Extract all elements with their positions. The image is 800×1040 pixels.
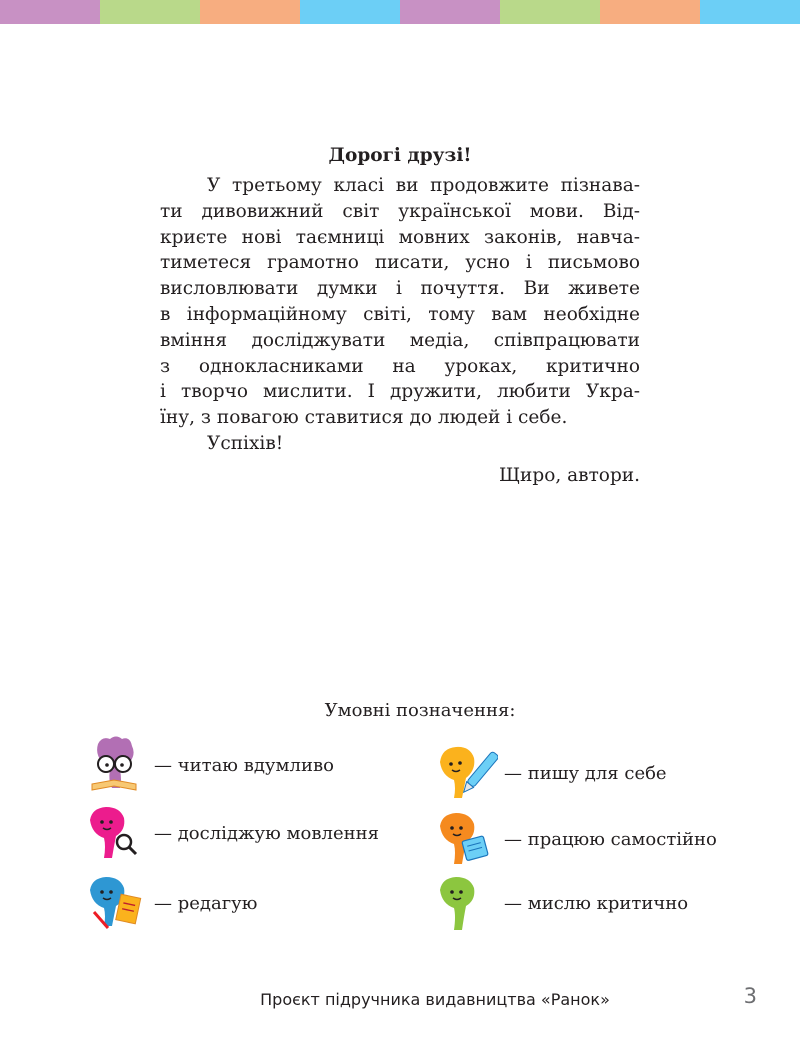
legend-label: — пишу для себе	[504, 762, 667, 784]
strip-segment-3	[200, 0, 300, 24]
letter-line: в інформаційному світі, тому вам необхідне	[160, 303, 640, 325]
letter-signature: Щиро, автори.	[498, 464, 640, 486]
letter-greeting: Дорогі друзі!	[328, 145, 472, 166]
strip-segment-5	[400, 0, 500, 24]
reading-character-icon	[86, 734, 148, 796]
legend-label: — працюю самостійно	[504, 828, 717, 850]
legend-label: — досліджую мовлення	[154, 822, 379, 844]
legend-item-critical	[436, 872, 688, 934]
legend-item-editing	[86, 872, 257, 934]
strip-segment-6	[500, 0, 600, 24]
letter-line: У третьому класі ви продовжите пізнава-	[207, 175, 640, 196]
letter-line: з однокласниками на уроках, критично	[160, 355, 640, 377]
footer-publisher-note: Проєкт підручника видавництва «Ранок»	[260, 990, 610, 1009]
letter-line: тиметеся грамотно писати, усно і письмово	[160, 252, 640, 274]
letter-wish: Успіхів!	[207, 432, 284, 454]
critical-thinking-character-icon	[436, 872, 498, 934]
strip-segment-4	[300, 0, 400, 24]
letter-line: криєте нові таємниці мовних законів, навча-	[160, 226, 640, 248]
independent-work-character-icon	[436, 808, 498, 870]
legend-item-independent	[436, 808, 717, 870]
legend-item-writing	[436, 742, 667, 804]
welcome-letter	[160, 143, 640, 489]
letter-line: ти дивовижний світ української мови. Від-	[160, 200, 640, 222]
letter-line: їну, з повагою ставитися до людей і себе.	[160, 407, 568, 429]
writing-character-icon	[436, 742, 498, 804]
strip-segment-2	[100, 0, 200, 24]
letter-line: вміння досліджувати медіа, співпрацювати	[160, 329, 640, 351]
legend-label: — редагую	[154, 892, 258, 914]
letter-line: висловлювати думки і почуття. Ви живете	[160, 278, 640, 300]
top-color-strip	[0, 0, 800, 24]
letter-line: і творчо мислити. І дружити, любити Укра-	[160, 381, 640, 403]
page-number: 3	[743, 984, 757, 1008]
strip-segment-1	[0, 0, 100, 24]
research-character-icon	[86, 802, 148, 864]
strip-segment-7	[600, 0, 700, 24]
editing-character-icon	[86, 872, 148, 934]
strip-segment-8	[700, 0, 800, 24]
legend-title: Умовні позначення:	[324, 700, 516, 721]
legend-item-reading	[86, 734, 334, 796]
legend-label: — мислю критично	[504, 892, 689, 914]
legend-item-research	[86, 802, 379, 864]
legend-label: — читаю вдумливо	[154, 754, 334, 776]
